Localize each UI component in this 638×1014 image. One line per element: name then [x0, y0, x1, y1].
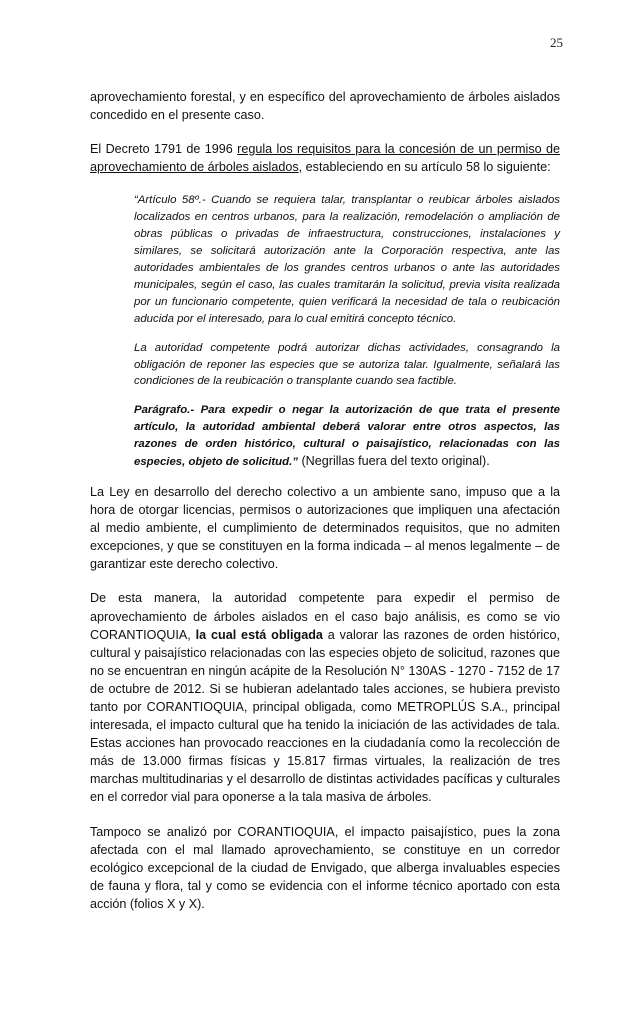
quote-paragraph	[134, 402, 560, 471]
paragraph-4-end: a valorar las razones de orden histórico, cultural y paisajístico relacionadas con las especies objeto de solicitud, razones que no se encuentran en ningún acápite de la Resolución N° 130AS - 1270 - 7152 de 17 de octubre de 2012. Si se hubieran adelantado tales acciones, se hubiera previsto tanto por CORANTIOQUIA, principal obligada, como METROPLÚS S.A., principal interesada, el impacto cultural que ha tenido la iniciación de las actividades de tala. Estas acciones han provocado reacciones en la ciudadanía como la recolección de más de 13.000 firmas físicas y 15.817 firmas virtuales, la realización de tres marchas multitudinarias y el desarrollo de distintas actividades pacíficas y culturales en el corredor vial para oponerse a la tala masiva de árboles.	[90, 627, 560, 805]
quote-paragraph-note: (Negrillas fuera del texto original).	[297, 454, 490, 469]
paragraph-1: aprovechamiento forestal, y en específico del aprovechamiento de árboles aislados concedido en el presente caso.	[90, 90, 560, 123]
page-number: 25	[550, 35, 563, 50]
document-body	[90, 88, 560, 913]
paragraph-2-end: , estableciendo en su artículo 58 lo siguiente:	[298, 160, 551, 175]
paragraph-4-bold: la cual está obligada	[195, 627, 323, 642]
quote-competent-authority: La autoridad competente podrá autorizar dichas actividades, consagrando la obligación de reponer las especies que se autoriza talar. Igualmente, señalará las condiciones de la reubicación o transplante cuando sea factible.	[134, 341, 560, 388]
quote-article-58: “Artículo 58º.- Cuando se requiera talar, transplantar o reubicar árboles aislados localizados en centros urbanos, para la realización, remodelación o ampliación de obras públicas o privadas de infraestructura, construcciones, instalaciones y similares, se solicitará autorización ante la Corporación respectiva, ante las autoridades ambientales de los grandes centros urbanos o ante las autoridades municipales, según el caso, las cuales tramitarán la solicitud, previa visita realizada por un funcionario competente, quien verificará la necesidad de tala o reubicación aducida por el interesado, para lo cual emitirá concepto técnico.	[134, 194, 560, 325]
underlined-text: regula los requisitos para la concesión de un permiso de aprovechamiento de árboles aislados	[90, 142, 560, 175]
paragraph-4	[90, 589, 560, 806]
paragraph-4-start: De esta manera, la autoridad competente para expedir el permiso de aprovechamiento de árboles aislados en el caso bajo análisis, es como se vio CORANTIOQUIA,	[90, 591, 560, 642]
quote-paragraph-bold: Parágrafo.- Para expedir o negar la autorización de que trata el presente artículo, la autoridad ambiental deberá valorar entre otros aspectos, las razones de orden histórico, cultural o paisajístico, relacionadas con las especies, objeto de solicitud.”	[134, 404, 560, 469]
paragraph-2-start: El Decreto 1791 de 1996	[90, 142, 238, 157]
paragraph-3: La Ley en desarrollo del derecho colectivo a un ambiente sano, impuso que a la hora de otorgar licencias, permisos o autorizaciones que impliquen una afectación al medio ambiente, el cumplimiento de determinados requisitos, que no admiten excepciones, y que se constituyen en la forma indicada – al menos legalmente – de garantizar este derecho colectivo.	[90, 484, 560, 572]
paragraph-2	[90, 140, 560, 176]
paragraph-5: Tampoco se analizó por CORANTIOQUIA, el impacto paisajístico, pues la zona afectada con el mal llamado aprovechamiento, se constituye en un corredor ecológico excepcional de la ciudad de Envigado, que alberga invaluables especies de fauna y flora, tal y como se evidencia con el informe técnico aportado con esta acción (folios X y X).	[90, 824, 560, 911]
